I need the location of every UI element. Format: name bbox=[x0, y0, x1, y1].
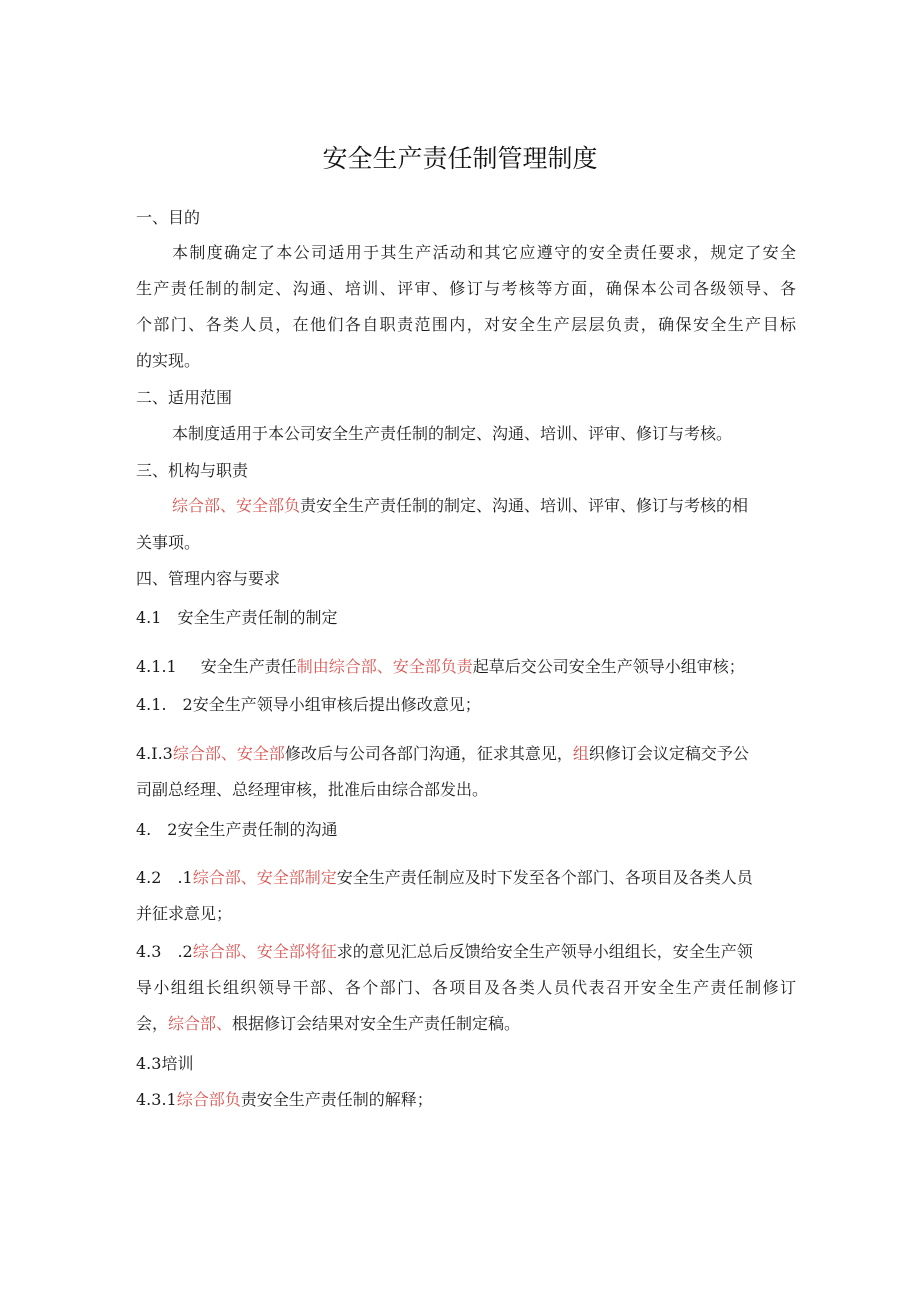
highlighted-text: 综合部、安全部制定 bbox=[192, 868, 337, 887]
subsection-4-2-heading: 4. 2安全生产责任制的沟通 bbox=[136, 820, 338, 839]
highlighted-text: 综合部负 bbox=[176, 1090, 241, 1109]
section-3-paragraph-line bbox=[172, 494, 832, 518]
item-4-2-1 bbox=[136, 866, 796, 890]
paragraph-text: 责安全生产责任制的解释； bbox=[240, 1090, 433, 1109]
paragraph-text: 安全生产责任 bbox=[200, 657, 297, 676]
section-4-heading: 四、管理内容与要求 bbox=[136, 569, 281, 588]
section-1-paragraph-line: 生产责任制的制定、沟通、培训、评审、修订与考核等方面，确保本公司各级领导、各 bbox=[136, 279, 796, 298]
paragraph-text: 求的意见汇总后反馈给安全生产领导小组组长，安全生产领 bbox=[336, 942, 753, 961]
paragraph-text: 修改后与公司各部门沟通，征求其意见， bbox=[284, 744, 573, 763]
section-2-paragraph: 本制度适用于本公司安全生产责任制的制定、沟通、培训、评审、修订与考核。 bbox=[172, 424, 733, 443]
section-3-paragraph-line: 关事项。 bbox=[136, 533, 201, 552]
highlighted-text: 综合部、安全部将征 bbox=[192, 942, 337, 961]
section-2-heading: 二、适用范围 bbox=[136, 388, 233, 407]
highlighted-text: 综合部、 bbox=[168, 1014, 233, 1033]
item-number: 4.I.3 bbox=[136, 744, 173, 763]
paragraph-text: 会， bbox=[136, 1014, 169, 1033]
item-number: 4.1.1 bbox=[136, 657, 177, 676]
highlighted-text: 综合部、安全部负 bbox=[172, 496, 301, 515]
subsection-4-1-heading: 4.1 安全生产责任制的制定 bbox=[136, 608, 338, 627]
highlighted-text: 综合部、安全部 bbox=[172, 744, 285, 763]
item-number: 4.2 .1 bbox=[136, 868, 193, 887]
section-1-paragraph-line: 本制度确定了本公司适用于其生产活动和其它应遵守的安全责任要求，规定了安全 bbox=[172, 243, 796, 262]
paragraph-text: 责安全生产责任制的制定、沟通、培训、评审、修订与考核的相 bbox=[300, 496, 749, 515]
item-4-2-1-line-2: 并征求意见； bbox=[136, 904, 233, 923]
paragraph-text: 安全生产责任制应及时下发至各个部门、各项目及各类人员 bbox=[336, 868, 753, 887]
section-1-paragraph-line: 的实现。 bbox=[136, 351, 201, 370]
paragraph-text: 起草后交公司安全生产领导小组审核； bbox=[472, 657, 745, 676]
paragraph-text: 根据修订会结果对安全生产责任制定稿。 bbox=[232, 1014, 521, 1033]
highlighted-text: 制由综合部、安全部负责 bbox=[296, 657, 473, 676]
paragraph-text: 织修订会议定稿交予公 bbox=[588, 744, 749, 763]
item-4-2-2-line-3 bbox=[136, 1012, 796, 1036]
item-4-2-2-line-2: 导小组组长组织领导干部、各个部门、各项目及各类人员代表召开安全生产责任制修订 bbox=[136, 978, 796, 997]
item-number: 4.3 .2 bbox=[136, 942, 193, 961]
item-4-1-1 bbox=[136, 655, 796, 679]
item-4-3-1 bbox=[136, 1088, 796, 1112]
item-number: 4.3.1 bbox=[136, 1090, 177, 1109]
section-3-heading: 三、机构与职责 bbox=[136, 461, 249, 480]
section-1-heading: 一、目的 bbox=[136, 208, 201, 227]
item-4-1-3-line-2: 司副总经理、总经理审核，批准后由综合部发出。 bbox=[136, 780, 489, 799]
item-4-2-2 bbox=[136, 940, 796, 964]
document-title: 安全生产责任制管理制度 bbox=[322, 144, 598, 173]
highlighted-text: 组 bbox=[572, 744, 589, 763]
subsection-4-3-heading: 4.3培训 bbox=[136, 1054, 194, 1073]
item-4-1-3 bbox=[136, 742, 796, 766]
section-1-paragraph-line: 个部门、各类人员，在他们各自职责范围内，对安全生产层层负责，确保安全生产目标 bbox=[136, 315, 796, 334]
item-4-1-2: 4.1. 2安全生产领导小组审核后提出修改意见； bbox=[136, 695, 481, 714]
